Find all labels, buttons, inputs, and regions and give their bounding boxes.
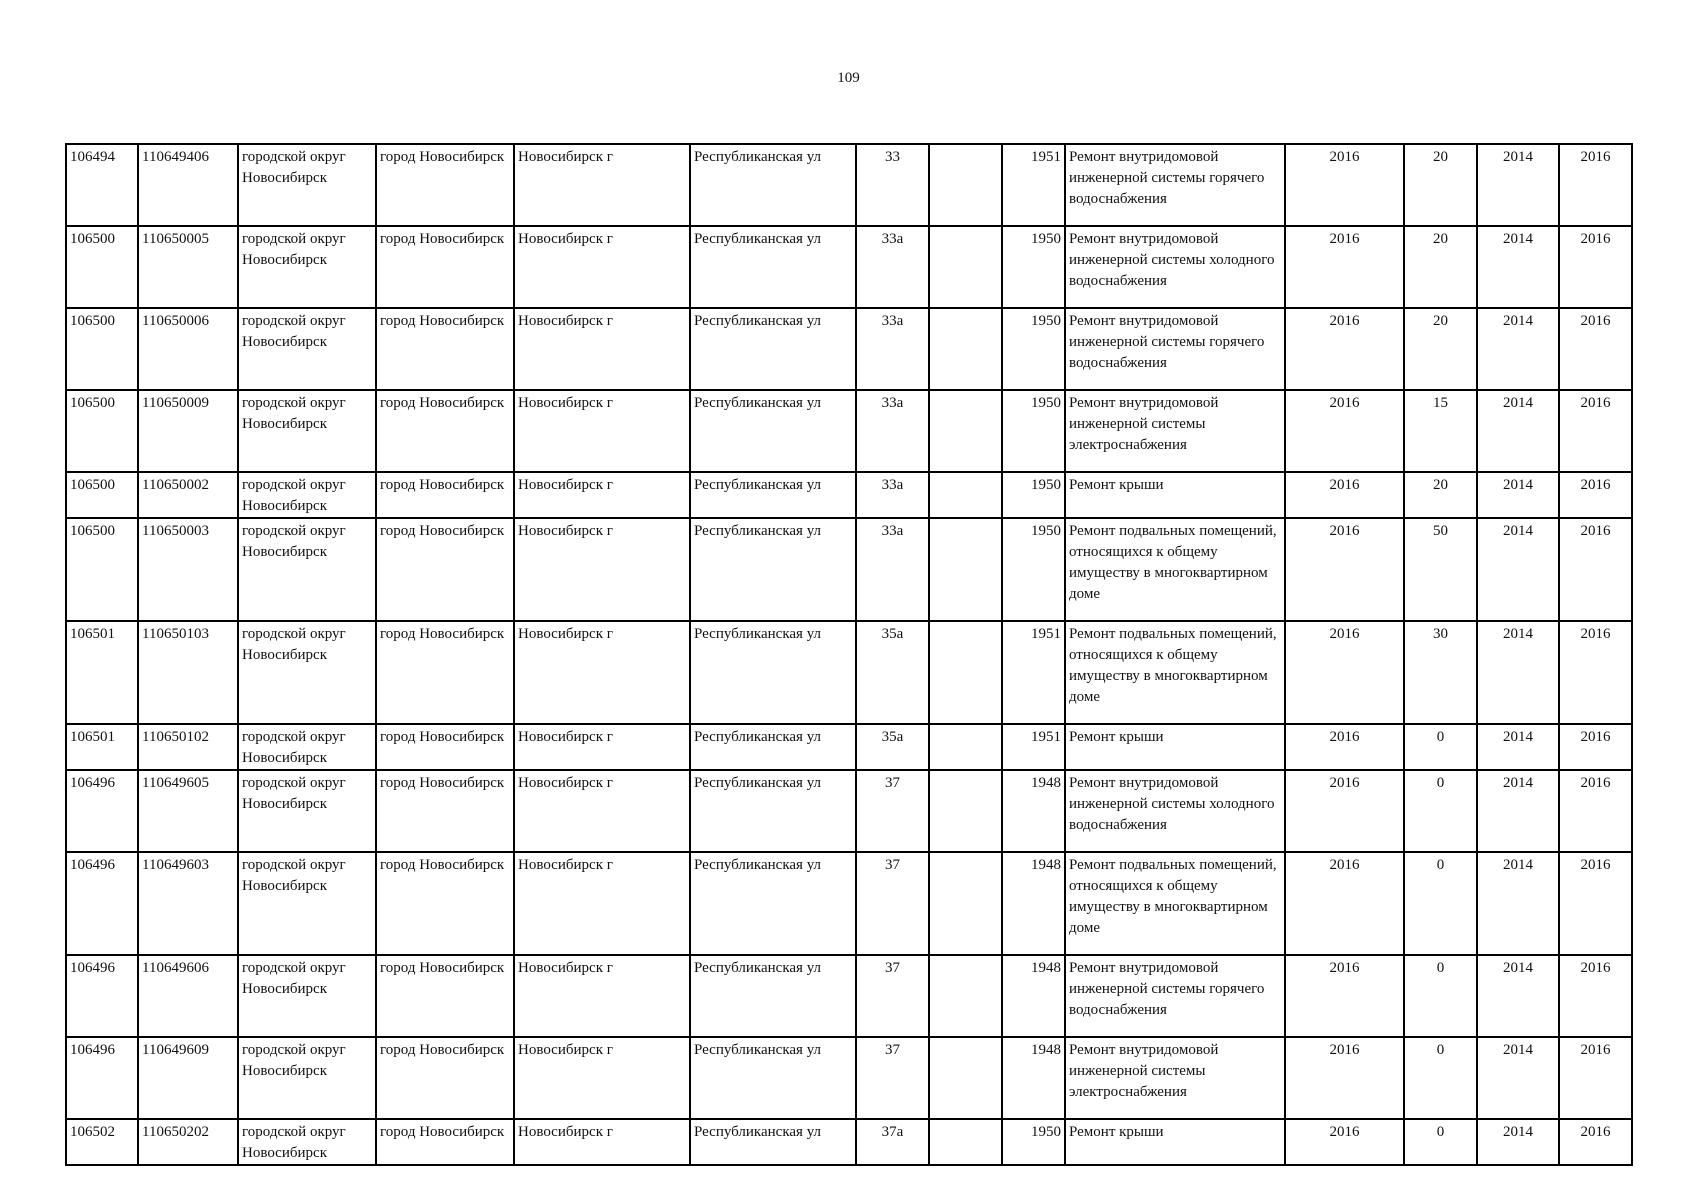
year-from-cell: 2014 [1477, 724, 1559, 770]
repair-schedule-table [65, 143, 1633, 1166]
year-built-cell: 1948 [1002, 852, 1065, 955]
house-id-cell: 106502 [66, 1119, 138, 1165]
district-cell: городской округ Новосибирск [238, 770, 376, 852]
plan-year-cell: 2016 [1285, 955, 1404, 1037]
house-id-cell: 106501 [66, 621, 138, 724]
year-to-cell: 2016 [1559, 1037, 1632, 1119]
municipality-cell: город Новосибирск [376, 955, 514, 1037]
house-id-cell: 106501 [66, 724, 138, 770]
year-from-cell: 2014 [1477, 226, 1559, 308]
work-type-cell: Ремонт внутридомовой инженерной системы холодного водоснабжения [1065, 770, 1285, 852]
district-cell: городской округ Новосибирск [238, 144, 376, 226]
work-type-cell: Ремонт внутридомовой инженерной системы горячего водоснабжения [1065, 144, 1285, 226]
locality-cell: Новосибирск г [514, 621, 690, 724]
table-row [66, 308, 1632, 390]
plan-year-cell: 2016 [1285, 472, 1404, 518]
house-id-cell: 106496 [66, 1037, 138, 1119]
plan-year-cell: 2016 [1285, 518, 1404, 621]
house-id-cell: 106494 [66, 144, 138, 226]
wear-cell: 20 [1404, 144, 1477, 226]
year-to-cell: 2016 [1559, 852, 1632, 955]
house-number-cell: 33а [856, 308, 929, 390]
year-built-cell: 1950 [1002, 226, 1065, 308]
district-cell: городской округ Новосибирск [238, 518, 376, 621]
table-row [66, 955, 1632, 1037]
plan-year-cell: 2016 [1285, 1037, 1404, 1119]
year-from-cell: 2014 [1477, 144, 1559, 226]
year-built-cell: 1948 [1002, 955, 1065, 1037]
code-cell: 110650003 [138, 518, 238, 621]
work-type-cell: Ремонт подвальных помещений, относящихся к общему имуществу в многоквартирном доме [1065, 621, 1285, 724]
district-cell: городской округ Новосибирск [238, 955, 376, 1037]
locality-cell: Новосибирск г [514, 955, 690, 1037]
year-to-cell: 2016 [1559, 226, 1632, 308]
wear-cell: 30 [1404, 621, 1477, 724]
house-id-cell: 106496 [66, 955, 138, 1037]
year-to-cell: 2016 [1559, 770, 1632, 852]
empty-cell [929, 1037, 1002, 1119]
year-to-cell: 2016 [1559, 518, 1632, 621]
year-built-cell: 1948 [1002, 770, 1065, 852]
code-cell: 110650002 [138, 472, 238, 518]
empty-cell [929, 1119, 1002, 1165]
plan-year-cell: 2016 [1285, 144, 1404, 226]
table-row [66, 472, 1632, 518]
house-number-cell: 33а [856, 472, 929, 518]
work-type-cell: Ремонт внутридомовой инженерной системы холодного водоснабжения [1065, 226, 1285, 308]
wear-cell: 20 [1404, 226, 1477, 308]
street-cell: Республиканская ул [690, 144, 856, 226]
year-to-cell: 2016 [1559, 955, 1632, 1037]
plan-year-cell: 2016 [1285, 621, 1404, 724]
municipality-cell: город Новосибирск [376, 852, 514, 955]
street-cell: Республиканская ул [690, 226, 856, 308]
year-from-cell: 2014 [1477, 770, 1559, 852]
year-from-cell: 2014 [1477, 1037, 1559, 1119]
wear-cell: 50 [1404, 518, 1477, 621]
work-type-cell: Ремонт подвальных помещений, относящихся к общему имуществу в многоквартирном доме [1065, 518, 1285, 621]
locality-cell: Новосибирск г [514, 144, 690, 226]
district-cell: городской округ Новосибирск [238, 308, 376, 390]
street-cell: Республиканская ул [690, 955, 856, 1037]
house-number-cell: 33а [856, 390, 929, 472]
code-cell: 110649606 [138, 955, 238, 1037]
work-type-cell: Ремонт внутридомовой инженерной системы электроснабжения [1065, 1037, 1285, 1119]
year-from-cell: 2014 [1477, 390, 1559, 472]
district-cell: городской округ Новосибирск [238, 390, 376, 472]
empty-cell [929, 226, 1002, 308]
empty-cell [929, 770, 1002, 852]
code-cell: 110650005 [138, 226, 238, 308]
locality-cell: Новосибирск г [514, 472, 690, 518]
work-type-cell: Ремонт крыши [1065, 1119, 1285, 1165]
year-from-cell: 2014 [1477, 472, 1559, 518]
code-cell: 110650009 [138, 390, 238, 472]
wear-cell: 20 [1404, 308, 1477, 390]
plan-year-cell: 2016 [1285, 1119, 1404, 1165]
year-from-cell: 2014 [1477, 1119, 1559, 1165]
empty-cell [929, 518, 1002, 621]
year-to-cell: 2016 [1559, 144, 1632, 226]
municipality-cell: город Новосибирск [376, 770, 514, 852]
empty-cell [929, 308, 1002, 390]
work-type-cell: Ремонт внутридомовой инженерной системы горячего водоснабжения [1065, 955, 1285, 1037]
house-number-cell: 33 [856, 144, 929, 226]
wear-cell: 0 [1404, 852, 1477, 955]
year-from-cell: 2014 [1477, 621, 1559, 724]
municipality-cell: город Новосибирск [376, 1119, 514, 1165]
year-built-cell: 1951 [1002, 621, 1065, 724]
work-type-cell: Ремонт внутридомовой инженерной системы электроснабжения [1065, 390, 1285, 472]
house-id-cell: 106496 [66, 770, 138, 852]
wear-cell: 0 [1404, 724, 1477, 770]
municipality-cell: город Новосибирск [376, 621, 514, 724]
district-cell: городской округ Новосибирск [238, 1037, 376, 1119]
house-number-cell: 37 [856, 955, 929, 1037]
year-built-cell: 1950 [1002, 518, 1065, 621]
street-cell: Республиканская ул [690, 1119, 856, 1165]
plan-year-cell: 2016 [1285, 226, 1404, 308]
plan-year-cell: 2016 [1285, 770, 1404, 852]
year-from-cell: 2014 [1477, 955, 1559, 1037]
code-cell: 110649406 [138, 144, 238, 226]
wear-cell: 0 [1404, 1119, 1477, 1165]
house-id-cell: 106500 [66, 308, 138, 390]
house-number-cell: 37 [856, 852, 929, 955]
street-cell: Республиканская ул [690, 390, 856, 472]
work-type-cell: Ремонт крыши [1065, 472, 1285, 518]
year-built-cell: 1951 [1002, 144, 1065, 226]
page-number: 109 [837, 70, 860, 86]
empty-cell [929, 724, 1002, 770]
code-cell: 110650006 [138, 308, 238, 390]
table-row [66, 144, 1632, 226]
year-built-cell: 1951 [1002, 724, 1065, 770]
work-type-cell: Ремонт крыши [1065, 724, 1285, 770]
wear-cell: 0 [1404, 1037, 1477, 1119]
empty-cell [929, 144, 1002, 226]
street-cell: Республиканская ул [690, 852, 856, 955]
code-cell: 110650202 [138, 1119, 238, 1165]
district-cell: городской округ Новосибирск [238, 1119, 376, 1165]
table-row [66, 518, 1632, 621]
year-built-cell: 1950 [1002, 308, 1065, 390]
table-row [66, 390, 1632, 472]
municipality-cell: город Новосибирск [376, 390, 514, 472]
wear-cell: 0 [1404, 770, 1477, 852]
code-cell: 110649605 [138, 770, 238, 852]
district-cell: городской округ Новосибирск [238, 472, 376, 518]
table-row [66, 1037, 1632, 1119]
street-cell: Республиканская ул [690, 621, 856, 724]
municipality-cell: город Новосибирск [376, 724, 514, 770]
street-cell: Республиканская ул [690, 724, 856, 770]
code-cell: 110650102 [138, 724, 238, 770]
year-to-cell: 2016 [1559, 308, 1632, 390]
locality-cell: Новосибирск г [514, 1037, 690, 1119]
house-number-cell: 37а [856, 1119, 929, 1165]
empty-cell [929, 472, 1002, 518]
year-to-cell: 2016 [1559, 621, 1632, 724]
year-built-cell: 1950 [1002, 472, 1065, 518]
district-cell: городской округ Новосибирск [238, 852, 376, 955]
locality-cell: Новосибирск г [514, 724, 690, 770]
street-cell: Республиканская ул [690, 770, 856, 852]
municipality-cell: город Новосибирск [376, 518, 514, 621]
locality-cell: Новосибирск г [514, 308, 690, 390]
wear-cell: 20 [1404, 472, 1477, 518]
house-number-cell: 35а [856, 621, 929, 724]
house-id-cell: 106500 [66, 226, 138, 308]
locality-cell: Новосибирск г [514, 852, 690, 955]
year-built-cell: 1950 [1002, 390, 1065, 472]
street-cell: Республиканская ул [690, 472, 856, 518]
table-row [66, 724, 1632, 770]
code-cell: 110650103 [138, 621, 238, 724]
year-from-cell: 2014 [1477, 308, 1559, 390]
house-number-cell: 35а [856, 724, 929, 770]
table-row [66, 770, 1632, 852]
house-number-cell: 37 [856, 770, 929, 852]
house-number-cell: 33а [856, 518, 929, 621]
plan-year-cell: 2016 [1285, 724, 1404, 770]
empty-cell [929, 390, 1002, 472]
locality-cell: Новосибирск г [514, 226, 690, 308]
year-to-cell: 2016 [1559, 390, 1632, 472]
year-built-cell: 1950 [1002, 1119, 1065, 1165]
plan-year-cell: 2016 [1285, 852, 1404, 955]
municipality-cell: город Новосибирск [376, 308, 514, 390]
municipality-cell: город Новосибирск [376, 472, 514, 518]
municipality-cell: город Новосибирск [376, 1037, 514, 1119]
work-type-cell: Ремонт внутридомовой инженерной системы горячего водоснабжения [1065, 308, 1285, 390]
street-cell: Республиканская ул [690, 1037, 856, 1119]
house-id-cell: 106500 [66, 390, 138, 472]
house-id-cell: 106500 [66, 518, 138, 621]
empty-cell [929, 621, 1002, 724]
district-cell: городской округ Новосибирск [238, 621, 376, 724]
year-to-cell: 2016 [1559, 1119, 1632, 1165]
work-type-cell: Ремонт подвальных помещений, относящихся к общему имуществу в многоквартирном доме [1065, 852, 1285, 955]
year-from-cell: 2014 [1477, 518, 1559, 621]
table-row [66, 852, 1632, 955]
locality-cell: Новосибирск г [514, 770, 690, 852]
municipality-cell: город Новосибирск [376, 226, 514, 308]
locality-cell: Новосибирск г [514, 390, 690, 472]
district-cell: городской округ Новосибирск [238, 226, 376, 308]
wear-cell: 15 [1404, 390, 1477, 472]
year-from-cell: 2014 [1477, 852, 1559, 955]
code-cell: 110649603 [138, 852, 238, 955]
table-row [66, 226, 1632, 308]
house-number-cell: 33а [856, 226, 929, 308]
locality-cell: Новосибирск г [514, 1119, 690, 1165]
year-to-cell: 2016 [1559, 724, 1632, 770]
street-cell: Республиканская ул [690, 308, 856, 390]
code-cell: 110649609 [138, 1037, 238, 1119]
district-cell: городской округ Новосибирск [238, 724, 376, 770]
empty-cell [929, 955, 1002, 1037]
table-row [66, 621, 1632, 724]
plan-year-cell: 2016 [1285, 390, 1404, 472]
table-row [66, 1119, 1632, 1165]
house-id-cell: 106496 [66, 852, 138, 955]
municipality-cell: город Новосибирск [376, 144, 514, 226]
wear-cell: 0 [1404, 955, 1477, 1037]
house-number-cell: 37 [856, 1037, 929, 1119]
empty-cell [929, 852, 1002, 955]
locality-cell: Новосибирск г [514, 518, 690, 621]
plan-year-cell: 2016 [1285, 308, 1404, 390]
street-cell: Республиканская ул [690, 518, 856, 621]
year-built-cell: 1948 [1002, 1037, 1065, 1119]
house-id-cell: 106500 [66, 472, 138, 518]
year-to-cell: 2016 [1559, 472, 1632, 518]
